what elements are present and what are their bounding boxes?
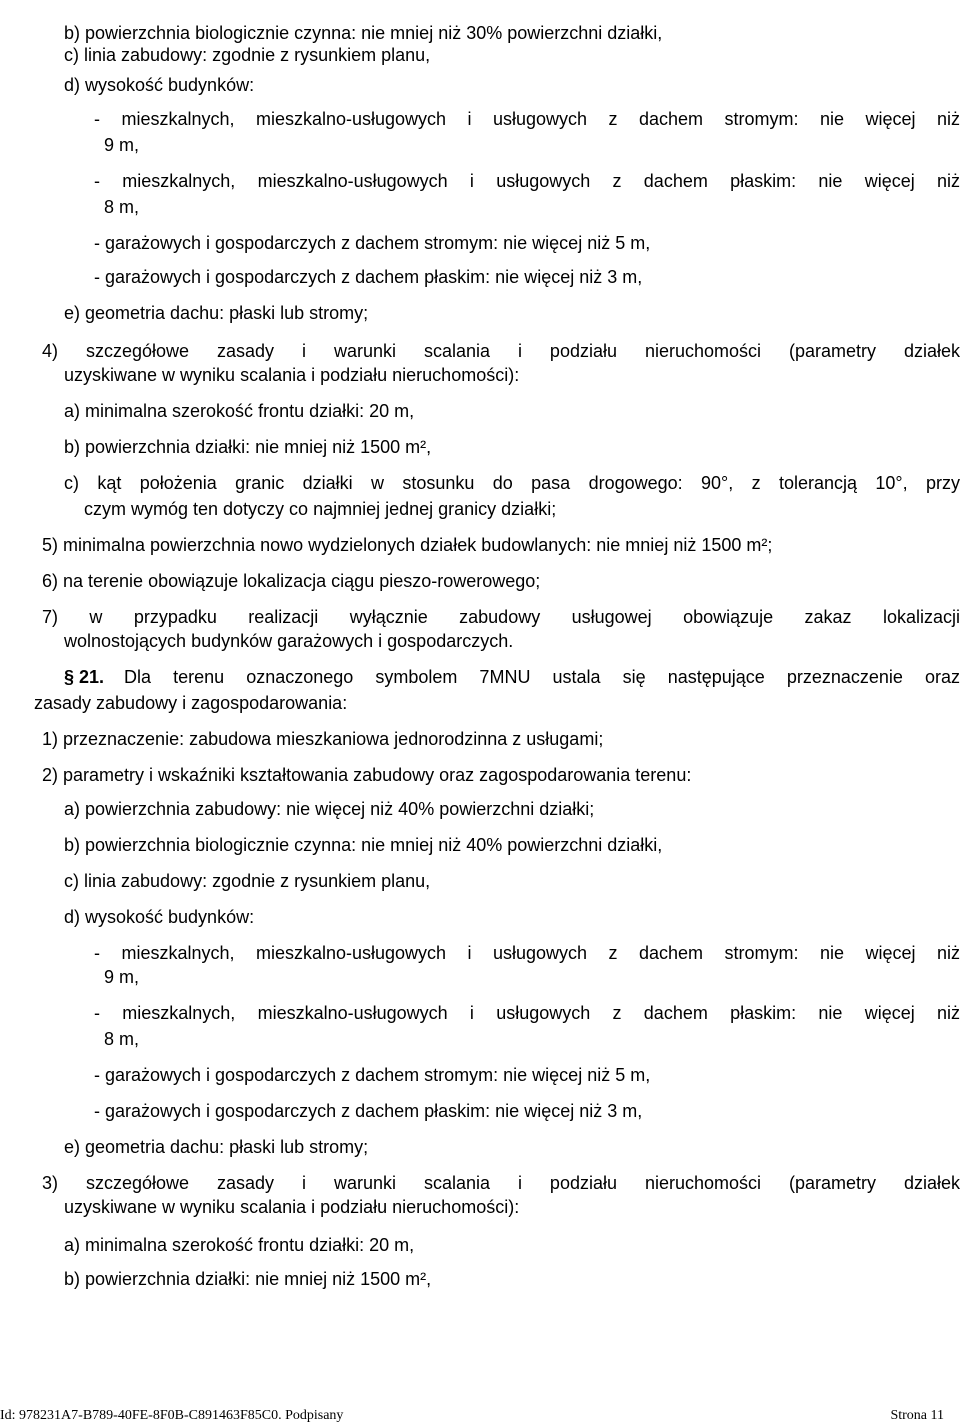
text-line: c) kąt położenia granic działki w stosunku do pasa drogowego: 90°, z tolerancją 10°, przy — [64, 473, 960, 493]
text-line: 9 m, — [104, 135, 140, 155]
text-line: 8 m, — [104, 1029, 140, 1049]
text-line: uzyskiwane w wyniku scalania i podziału nieruchomości): — [64, 1197, 520, 1217]
paragraph-number: § 21. — [64, 667, 105, 687]
text-line: 7) w przypadku realizacji wyłącznie zabudowy usługowej obowiązuje zakaz lokalizacji — [42, 607, 960, 627]
text-line: uzyskiwane w wyniku scalania i podziału nieruchomości): — [64, 365, 520, 385]
text-line: a) powierzchnia zabudowy: nie więcej niż 40% powierzchni działki; — [64, 799, 595, 819]
text-line: 1) przeznaczenie: zabudowa mieszkaniowa jednorodzinna z usługami; — [42, 729, 604, 749]
text-line: b) powierzchnia działki: nie mniej niż 1500 m², — [64, 1269, 432, 1289]
text-line: e) geometria dachu: płaski lub stromy; — [64, 303, 369, 323]
footer-page-number: Strona 11 — [890, 1408, 944, 1423]
text-line: - garażowych i gospodarczych z dachem stromym: nie więcej niż 5 m, — [94, 233, 651, 253]
text-line: 2) parametry i wskaźniki kształtowania zabudowy oraz zagospodarowania terenu: — [42, 765, 692, 785]
text-line: a) minimalna szerokość frontu działki: 20 m, — [64, 401, 415, 421]
footer-document-id: Id: 978231A7-B789-40FE-8F0B-C891463F85C0. Podpisany — [0, 1408, 344, 1423]
text-line: - garażowych i gospodarczych z dachem płaskim: nie więcej niż 3 m, — [94, 267, 643, 287]
text-line: 3) szczegółowe zasady i warunki scalania i podziału nieruchomości (parametry działek — [42, 1173, 960, 1193]
text-line: b) powierzchnia działki: nie mniej niż 1500 m², — [64, 437, 432, 457]
text-line: - mieszkalnych, mieszkalno-usługowych i usługowych z dachem stromym: nie więcej niż — [94, 943, 960, 963]
text-line: zasady zabudowy i zagospodarowania: — [34, 693, 348, 713]
text-line: c) linia zabudowy: zgodnie z rysunkiem planu, — [64, 45, 431, 65]
text-line: Dla terenu oznaczonego symbolem 7MNU ustala się następujące przeznaczenie oraz — [124, 667, 960, 687]
text-line: e) geometria dachu: płaski lub stromy; — [64, 1137, 369, 1157]
text-line: czym wymóg ten dotyczy co najmniej jednej granicy działki; — [84, 499, 557, 519]
text-line: 8 m, — [104, 197, 140, 217]
text-line: d) wysokość budynków: — [64, 75, 255, 95]
text-line: - garażowych i gospodarczych z dachem płaskim: nie więcej niż 3 m, — [94, 1101, 643, 1121]
text-line: b) powierzchnia biologicznie czynna: nie mniej niż 30% powierzchni działki, — [64, 23, 663, 43]
text-line: c) linia zabudowy: zgodnie z rysunkiem planu, — [64, 871, 431, 891]
text-line: wolnostojących budynków garażowych i gospodarczych. — [64, 631, 514, 651]
text-line: 5) minimalna powierzchnia nowo wydzielonych działek budowlanych: nie mniej niż 1500 m²; — [42, 535, 773, 555]
text-line: - garażowych i gospodarczych z dachem stromym: nie więcej niż 5 m, — [94, 1065, 651, 1085]
text-line: d) wysokość budynków: — [64, 907, 255, 927]
text-line: 4) szczegółowe zasady i warunki scalania i podziału nieruchomości (parametry działek — [42, 341, 960, 361]
text-line: 9 m, — [104, 967, 140, 987]
text-line: b) powierzchnia biologicznie czynna: nie mniej niż 40% powierzchni działki, — [64, 835, 663, 855]
text-line: a) minimalna szerokość frontu działki: 20 m, — [64, 1235, 415, 1255]
text-line: - mieszkalnych, mieszkalno-usługowych i usługowych z dachem płaskim: nie więcej niż — [94, 1003, 960, 1023]
text-line: - mieszkalnych, mieszkalno-usługowych i usługowych z dachem stromym: nie więcej niż — [94, 109, 960, 129]
text-line: - mieszkalnych, mieszkalno-usługowych i usługowych z dachem płaskim: nie więcej niż — [94, 171, 960, 191]
text-line: 6) na terenie obowiązuje lokalizacja ciągu pieszo-rowerowego; — [42, 571, 541, 591]
